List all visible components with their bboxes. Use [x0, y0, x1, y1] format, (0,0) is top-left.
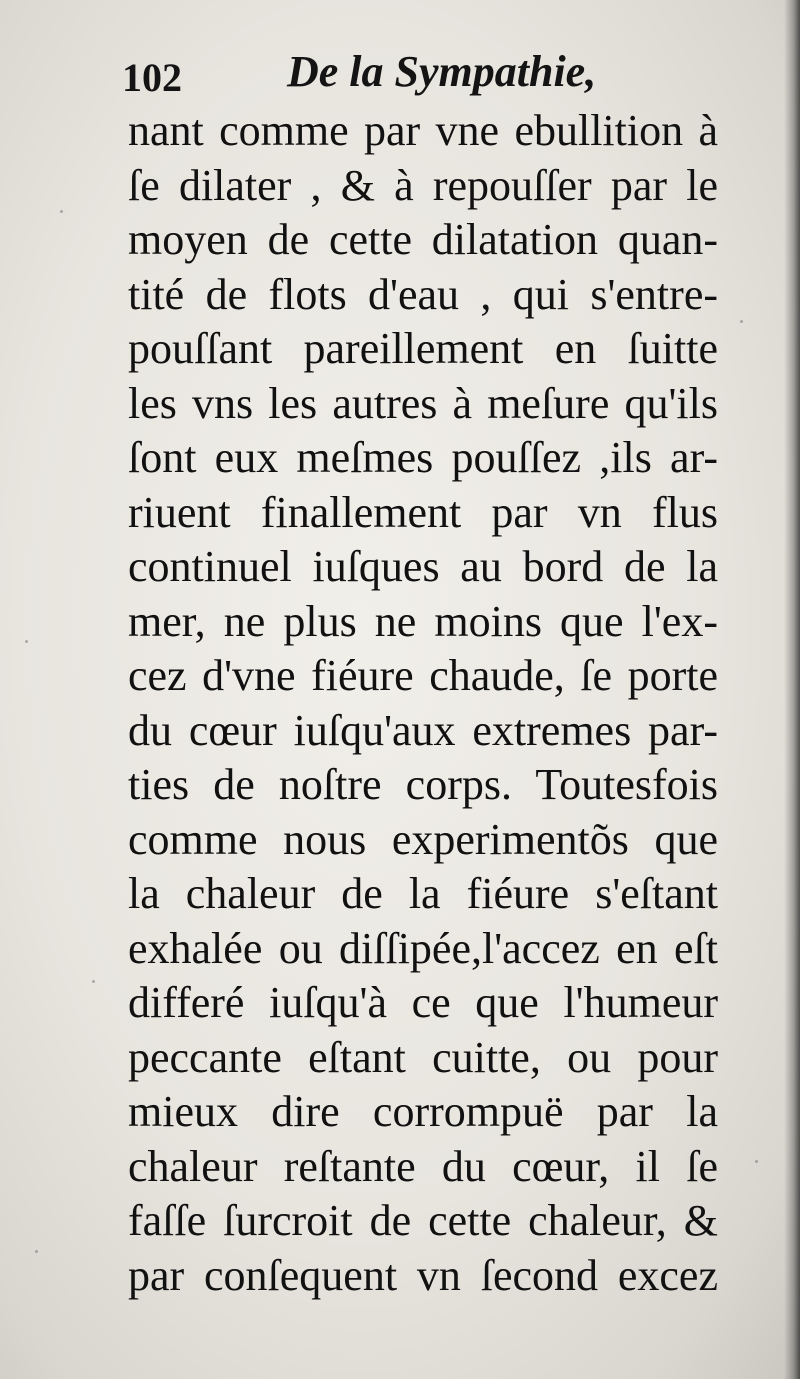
- text-line: continuel iuſques au bord de la: [128, 542, 718, 591]
- page-header: [122, 46, 722, 106]
- text-line: ſe dilater , & à repouſſer par le: [128, 160, 718, 210]
- text-line: peccante eſtant cuitte, ou pour: [128, 1032, 718, 1082]
- page-number: 102: [122, 55, 182, 100]
- text-line: les vns les autres à meſure qu'ils: [128, 378, 718, 428]
- text-line: exhalée ou diſſipée,l'accez en eſt: [128, 923, 718, 973]
- paper-speck: [740, 320, 743, 323]
- text-line: chaleur reſtante du cœur, il ſe: [128, 1141, 718, 1191]
- text-line: differé iuſqu'à ce que l'humeur: [128, 978, 718, 1027]
- text-line: nant comme par vne ebullition à: [128, 106, 718, 155]
- running-title: De la Sympathie,: [287, 47, 597, 96]
- text-line: faſſe ſurcroit de cette chaleur, &: [128, 1196, 718, 1245]
- paper-speck: [25, 640, 28, 643]
- paper-speck: [35, 1250, 38, 1253]
- text-line: ſont eux meſmes pouſſez ,ils ar-: [128, 433, 718, 482]
- text-line: du cœur iuſqu'aux extremes par-: [128, 705, 718, 755]
- text-line: mieux dire corrompuë par la: [128, 1087, 718, 1136]
- paper-speck: [755, 1160, 758, 1163]
- text-line: cez d'vne fiéure chaude, ſe porte: [128, 651, 718, 700]
- text-line: riuent finallement par vn flus: [128, 487, 718, 537]
- body-text: [128, 104, 718, 1303]
- text-line: mer, ne plus ne moins que l'ex-: [128, 596, 718, 646]
- text-line: la chaleur de la fiéure s'eſtant: [128, 869, 718, 918]
- paper-speck: [60, 210, 63, 213]
- text-line: pouſſant pareillement en ſuitte: [128, 324, 718, 373]
- text-line: comme nous experimentõs que: [128, 814, 718, 864]
- text-line: par conſequent vn ſecond excez: [128, 1250, 718, 1300]
- text-line: moyen de cette dilatation quan-: [128, 215, 718, 264]
- text-line: tité de flots d'eau , qui s'entre-: [128, 269, 718, 319]
- page-edge-shadow: [784, 0, 800, 1379]
- paper-speck: [92, 980, 95, 983]
- text-line: ties de noſtre corps. Toutesfois: [128, 760, 718, 809]
